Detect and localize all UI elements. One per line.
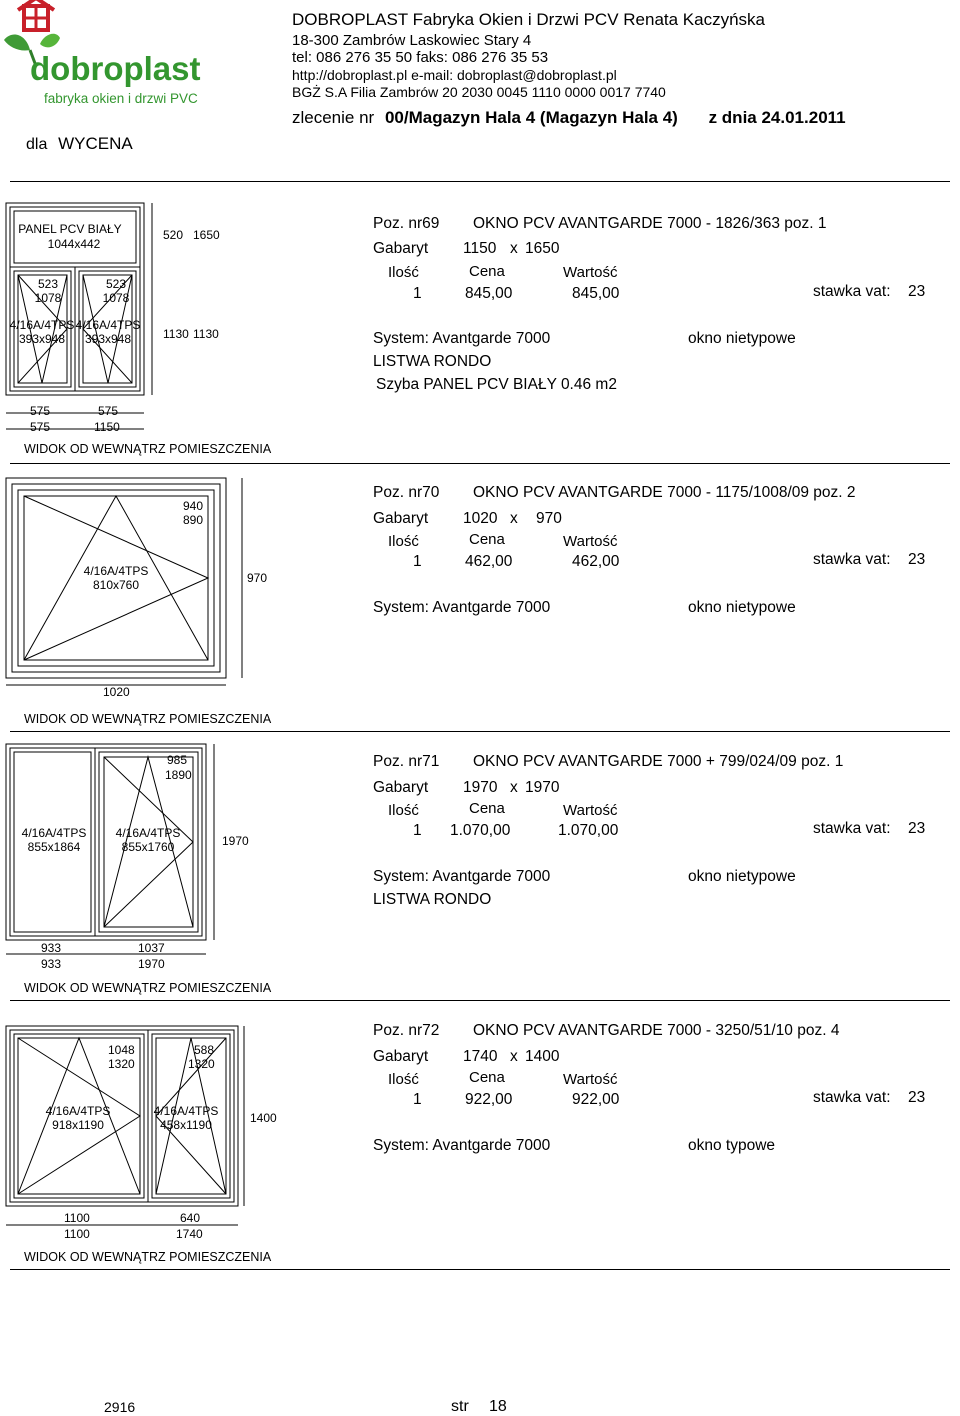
glass-left-size: 393x948 [18, 332, 66, 346]
vat-value: 23 [908, 820, 926, 837]
company-bank: BGŻ S.A Filia Zambrów 20 2030 0045 1110 0000 0017 7740 [292, 84, 666, 100]
height-value: 1650 [525, 240, 560, 257]
dim-bottom-1b: 575 [98, 404, 119, 418]
value-label: Wartość [563, 264, 618, 281]
page-label: str [451, 1398, 469, 1415]
total-value: 1.070,00 [558, 822, 619, 839]
qty-label: Ilość [388, 1071, 419, 1088]
height-value: 970 [536, 510, 562, 527]
qty-value: 1 [413, 822, 422, 839]
dim-bottom-2b: 1740 [176, 1227, 203, 1241]
upper-right-b: 1078 [102, 291, 130, 305]
upper-left-b: 1078 [34, 291, 62, 305]
dim-bottom-1b: 640 [180, 1211, 201, 1225]
poz-title: OKNO PCV AVANTGARDE 7000 + 799/024/09 poz. 1 [473, 753, 844, 770]
dim-right: 970 [247, 571, 268, 585]
glass-right-type: 4/16A/4TPS [75, 318, 141, 332]
price-label: Cena [469, 263, 505, 280]
glass-left-type: 4/16A/4TPS [9, 318, 75, 332]
vat-label: stawka vat: [813, 551, 891, 568]
value-label: Wartość [563, 1071, 618, 1088]
dim-bottom-1a: 575 [30, 404, 51, 418]
dim-bottom-2a: 1100 [64, 1227, 90, 1241]
dim-bottom-1b: 1037 [138, 941, 165, 955]
glass-left-size: 918x1190 [52, 1118, 104, 1132]
price-value: 845,00 [465, 285, 513, 302]
glass-right-type: 4/16A/4TPS [153, 1104, 219, 1118]
vat-label: stawka vat: [813, 283, 891, 300]
qty-value: 1 [413, 285, 422, 302]
handle-height-a: 940 [183, 499, 204, 513]
client-name: WYCENA [58, 134, 133, 153]
system-label: System: Avantgarde 7000 [373, 1137, 551, 1154]
header-divider [10, 181, 950, 182]
glass-left-size: 855x1864 [27, 840, 81, 854]
glass-type: 4/16A/4TPS [83, 564, 149, 578]
upper-right-a: 523 [105, 277, 127, 291]
drawing-poz-72 [0, 1020, 320, 1250]
handle-right-a: 588 [194, 1043, 215, 1057]
system-label: System: Avantgarde 7000 [373, 868, 551, 885]
price-value: 922,00 [465, 1091, 513, 1108]
vat-label: stawka vat: [813, 820, 891, 837]
x-sign: x [510, 779, 518, 796]
handle-height-a: 985 [167, 753, 188, 767]
glass-right-type: 4/16A/4TPS [115, 826, 181, 840]
poz-title: OKNO PCV AVANTGARDE 7000 - 1175/1008/09 poz. 2 [473, 484, 856, 501]
dim-bottom-2b: 1150 [94, 420, 120, 434]
height-value: 1970 [525, 779, 560, 796]
dim-bottom-2a: 575 [30, 420, 51, 434]
poz-title: OKNO PCV AVANTGARDE 7000 - 3250/51/10 poz. 4 [473, 1022, 840, 1039]
poz-number: Poz. nr69 [373, 215, 440, 232]
divider-70 [10, 731, 950, 732]
width-value: 1740 [463, 1048, 498, 1065]
price-label: Cena [469, 800, 505, 817]
qty-label: Ilość [388, 533, 419, 550]
gabaryt-label: Gabaryt [373, 240, 429, 257]
window-type: okno nietypowe [688, 868, 796, 885]
divider-69 [10, 463, 950, 464]
glass-right-size: 855x1760 [121, 840, 175, 854]
client [26, 134, 133, 154]
system-label: System: Avantgarde 7000 [373, 599, 551, 616]
dim-right: 1400 [250, 1111, 277, 1125]
dim-bottom-1a: 933 [41, 941, 62, 955]
dim-right-mid-a: 1130 [163, 327, 189, 341]
company-web: http://dobroplast.pl e-mail: dobroplast@dobroplast.pl [292, 67, 617, 83]
drawing-poz-71 [0, 738, 320, 978]
dim-bottom-2a: 933 [41, 957, 62, 971]
order-date: z dnia 24.01.2011 [708, 108, 846, 127]
company-address: 18-300 Zambrów Laskowiec Stary 4 [292, 32, 532, 49]
poz-title: OKNO PCV AVANTGARDE 7000 - 1826/363 poz. 1 [473, 215, 827, 232]
vat-value: 23 [908, 1089, 926, 1106]
vat-value: 23 [908, 551, 926, 568]
glass-left-type: 4/16A/4TPS [21, 826, 87, 840]
logo-tagline: fabryka okien i drzwi PVC [44, 91, 198, 106]
qty-label: Ilość [388, 802, 419, 819]
total-value: 845,00 [572, 285, 620, 302]
x-sign: x [510, 510, 518, 527]
system-label: System: Avantgarde 7000 [373, 330, 551, 347]
handle-left-a: 1048 [108, 1043, 135, 1057]
logo-wordmark: dobroplast [30, 50, 201, 87]
price-label: Cena [469, 531, 505, 548]
glass-left-type: 4/16A/4TPS [45, 1104, 111, 1118]
dim-right-top-a: 520 [163, 228, 184, 242]
total-value: 462,00 [572, 553, 620, 570]
company-phone: tel: 086 276 35 50 faks: 086 276 35 53 [292, 49, 549, 66]
x-sign: x [510, 240, 518, 257]
client-label: dla [26, 136, 48, 153]
drawing-poz-70 [0, 470, 320, 710]
price-label: Cena [469, 1069, 505, 1086]
width-value: 1150 [463, 240, 497, 257]
gabaryt-label: Gabaryt [373, 510, 429, 527]
value-label: Wartość [563, 802, 618, 819]
vat-value: 23 [908, 283, 926, 300]
x-sign: x [510, 1048, 518, 1065]
handle-height-b: 1890 [165, 768, 192, 782]
view-label-70: WIDOK OD WEWNĄTRZ POMIESZCZENIA [24, 712, 272, 726]
dim-right: 1970 [222, 834, 249, 848]
extra-1: LISTWA RONDO [373, 353, 492, 370]
handle-height-b: 890 [183, 513, 204, 527]
order-value: 00/Magazyn Hala 4 (Magazyn Hala 4) [384, 108, 678, 127]
panel-label: PANEL PCV BIAŁY [18, 222, 122, 236]
poz-number: Poz. nr71 [373, 753, 440, 770]
company-logo [0, 0, 240, 120]
price-value: 1.070,00 [450, 822, 511, 839]
view-label-72: WIDOK OD WEWNĄTRZ POMIESZCZENIA [24, 1250, 272, 1264]
extra-1: LISTWA RONDO [373, 891, 492, 908]
vat-label: stawka vat: [813, 1089, 891, 1106]
dim-bottom-1a: 1100 [64, 1211, 90, 1225]
divider-71 [10, 1000, 950, 1001]
qty-value: 1 [413, 553, 422, 570]
poz-number: Poz. nr70 [373, 484, 440, 501]
gabaryt-label: Gabaryt [373, 1048, 429, 1065]
window-type: okno typowe [688, 1137, 776, 1154]
extra-2: Szyba PANEL PCV BIAŁY 0.46 m2 [376, 376, 617, 393]
dim-right-top-b: 1650 [193, 228, 220, 242]
poz-number: Poz. nr72 [373, 1022, 440, 1039]
width-value: 1020 [463, 510, 498, 527]
total-value: 922,00 [572, 1091, 620, 1108]
qty-value: 1 [413, 1091, 422, 1108]
document-code: 2916 [104, 1399, 136, 1415]
glass-right-size: 458x1190 [160, 1118, 212, 1132]
company-name: DOBROPLAST Fabryka Okien i Drzwi PCV Renata Kaczyńska [292, 10, 766, 29]
drawing-poz-69 [0, 195, 320, 465]
value-label: Wartość [563, 533, 618, 550]
panel-size: 1044x442 [47, 237, 101, 251]
divider-72 [10, 1269, 950, 1270]
width-value: 1970 [463, 779, 498, 796]
glass-size: 810x760 [92, 578, 140, 592]
order-label: zlecenie nr [292, 108, 375, 127]
window-type: okno nietypowe [688, 330, 796, 347]
page-number: 18 [489, 1398, 507, 1415]
window-type: okno nietypowe [688, 599, 796, 616]
height-value: 1400 [525, 1048, 560, 1065]
order-number [292, 108, 846, 128]
price-value: 462,00 [465, 553, 513, 570]
dim-bottom: 1020 [103, 685, 130, 699]
dim-right-mid-b: 1130 [193, 327, 219, 341]
glass-right-size: 393x948 [84, 332, 132, 346]
upper-left-a: 523 [37, 277, 59, 291]
gabaryt-label: Gabaryt [373, 779, 429, 796]
dim-bottom-2b: 1970 [138, 957, 165, 971]
handle-left-b: 1320 [108, 1057, 135, 1071]
view-label-71: WIDOK OD WEWNĄTRZ POMIESZCZENIA [24, 981, 272, 995]
handle-right-b: 1320 [188, 1057, 215, 1071]
qty-label: Ilość [388, 264, 419, 281]
view-label-69: WIDOK OD WEWNĄTRZ POMIESZCZENIA [24, 442, 272, 456]
